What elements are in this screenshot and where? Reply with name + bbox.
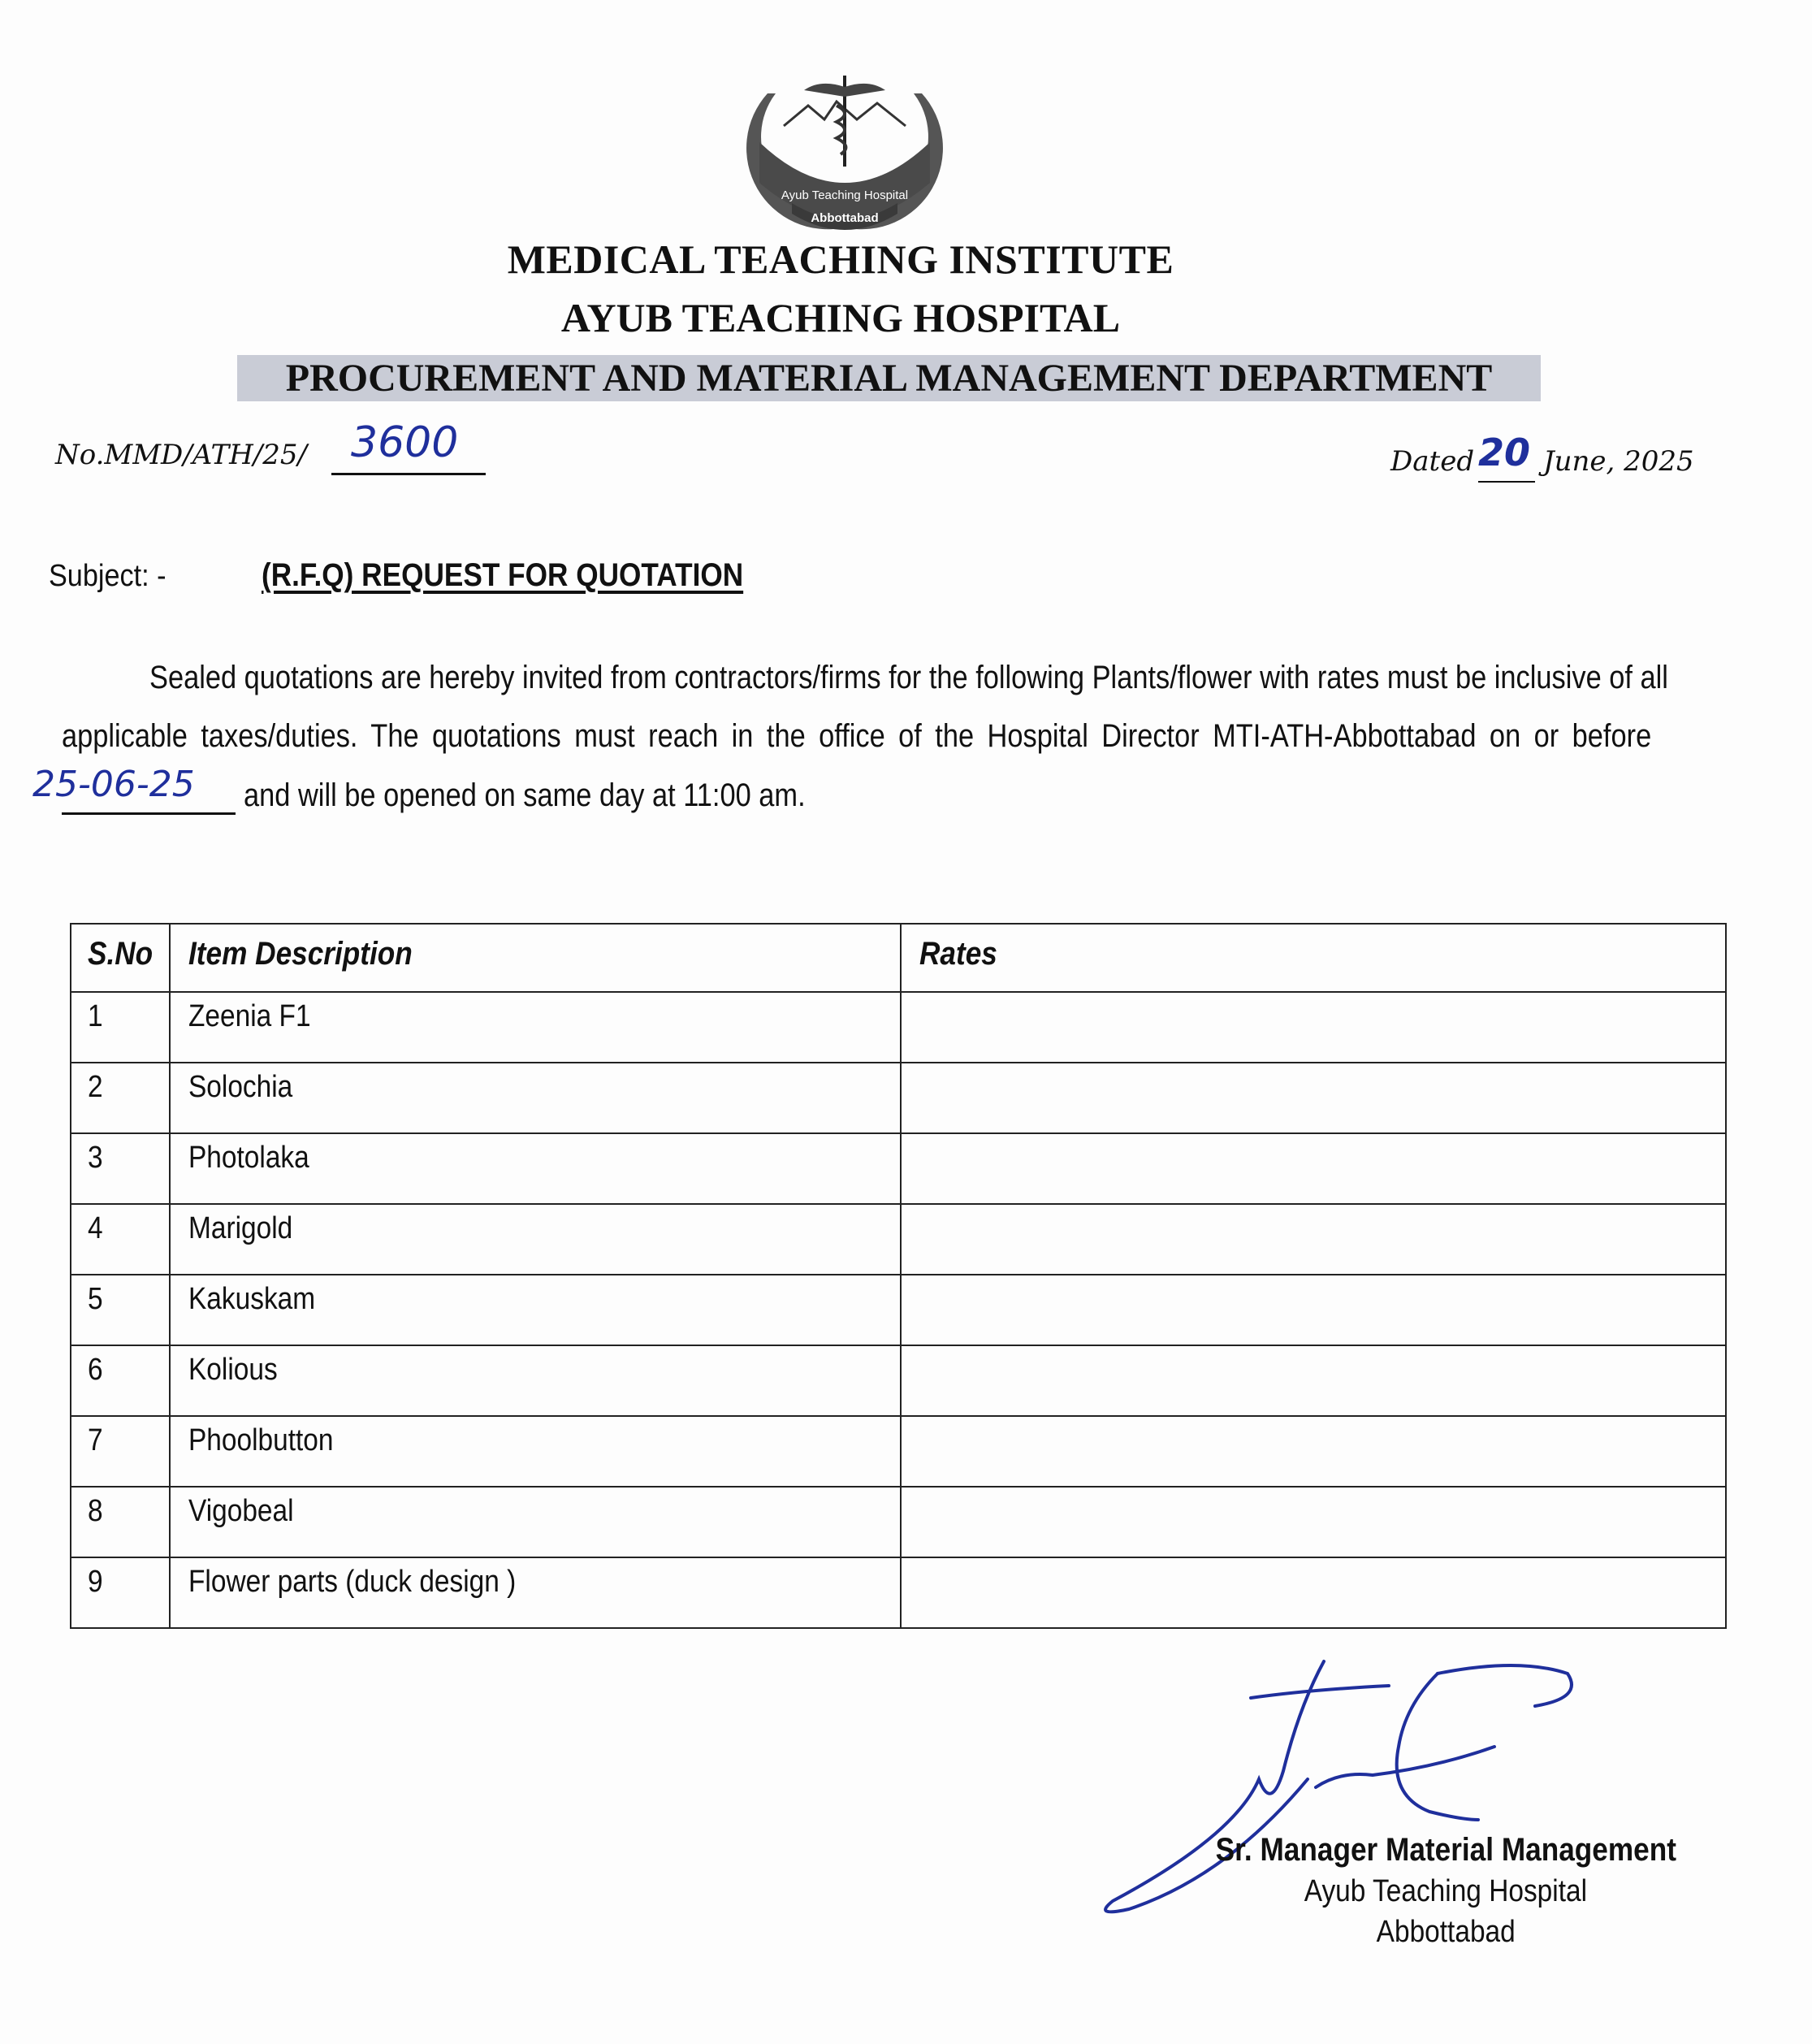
reference-underline bbox=[331, 473, 486, 475]
logo-ring-text: Ayub Teaching Hospital bbox=[781, 188, 909, 202]
cell-item: Flower parts (duck design ) bbox=[170, 1557, 901, 1628]
table-header-row bbox=[71, 924, 1726, 992]
cell-rate[interactable] bbox=[901, 1275, 1726, 1345]
caduceus-crest-icon bbox=[746, 76, 943, 230]
subject-label: Subject: - bbox=[49, 559, 166, 593]
table-row bbox=[71, 1557, 1726, 1628]
signatory-title: Sr. Manager Material Management bbox=[1215, 1832, 1676, 1868]
cell-item: Photolaka bbox=[170, 1133, 901, 1204]
table-row bbox=[71, 1345, 1726, 1416]
table-row bbox=[71, 992, 1726, 1063]
cell-item: Zeenia F1 bbox=[170, 992, 901, 1063]
cell-rate[interactable] bbox=[901, 1345, 1726, 1416]
department-title: PROCUREMENT AND MATERIAL MANAGEMENT DEPARTMENT bbox=[285, 357, 1493, 400]
cell-sno: 1 bbox=[71, 992, 170, 1063]
cell-item: Phoolbutton bbox=[170, 1416, 901, 1487]
cell-item: Marigold bbox=[170, 1204, 901, 1275]
body-line-3: and will be opened on same day at 11:00 am. bbox=[244, 777, 806, 813]
cell-sno: 8 bbox=[71, 1487, 170, 1557]
column-header-item: Item Description bbox=[170, 924, 901, 992]
cell-sno: 3 bbox=[71, 1133, 170, 1204]
cell-rate[interactable] bbox=[901, 1557, 1726, 1628]
cell-item: Vigobeal bbox=[170, 1487, 901, 1557]
signatory-city: Abbottabad bbox=[1376, 1915, 1516, 1949]
cell-rate[interactable] bbox=[901, 1133, 1726, 1204]
hospital-title: AYUB TEACHING HOSPITAL bbox=[560, 295, 1121, 340]
cell-item: Solochia bbox=[170, 1063, 901, 1133]
cell-rate[interactable] bbox=[901, 1063, 1726, 1133]
table-row bbox=[71, 1204, 1726, 1275]
table-row bbox=[71, 1487, 1726, 1557]
column-header-rates: Rates bbox=[901, 924, 1726, 992]
cell-sno: 4 bbox=[71, 1204, 170, 1275]
date-day-handwritten: 20 bbox=[1478, 431, 1531, 474]
logo-banner-text: Abbottabad bbox=[811, 211, 879, 225]
date-underline bbox=[1478, 481, 1535, 483]
cell-sno: 2 bbox=[71, 1063, 170, 1133]
cell-rate[interactable] bbox=[901, 1416, 1726, 1487]
cell-rate[interactable] bbox=[901, 992, 1726, 1063]
institute-title: MEDICAL TEACHING INSTITUTE bbox=[507, 236, 1174, 282]
column-header-sno: S.No bbox=[71, 924, 170, 992]
signatory-organization: Ayub Teaching Hospital bbox=[1304, 1874, 1588, 1908]
table-row bbox=[71, 1275, 1726, 1345]
cell-sno: 7 bbox=[71, 1416, 170, 1487]
cell-item: Kakuskam bbox=[170, 1275, 901, 1345]
cell-rate[interactable] bbox=[901, 1487, 1726, 1557]
hospital-logo bbox=[735, 69, 954, 232]
cell-sno: 5 bbox=[71, 1275, 170, 1345]
body-line-2: applicable taxes/duties. The quotations must reach in the office of the Hospital Director MTI-ATH-Abbottabad on or before bbox=[62, 718, 1652, 754]
table-row bbox=[71, 1063, 1726, 1133]
cell-sno: 9 bbox=[71, 1557, 170, 1628]
subject-text: (R.F.Q) REQUEST FOR QUOTATION bbox=[262, 557, 744, 593]
cell-rate[interactable] bbox=[901, 1204, 1726, 1275]
table-row bbox=[71, 1133, 1726, 1204]
cell-sno: 6 bbox=[71, 1345, 170, 1416]
body-line-1: Sealed quotations are hereby invited from contractors/firms for the following Plants/flower with rates must be inclusive of all bbox=[149, 660, 1668, 695]
due-date-handwritten: 25-06-25 bbox=[32, 764, 195, 805]
date-label: Dated bbox=[1390, 445, 1475, 478]
due-date-underline bbox=[62, 812, 236, 815]
table-row bbox=[71, 1416, 1726, 1487]
reference-prefix: No.MMD/ATH/25/ bbox=[55, 439, 307, 471]
cell-item: Kolious bbox=[170, 1345, 901, 1416]
date-month-year: June, 2025 bbox=[1543, 445, 1694, 478]
reference-number-handwritten: 3600 bbox=[351, 418, 459, 467]
quotation-table bbox=[70, 923, 1727, 1629]
